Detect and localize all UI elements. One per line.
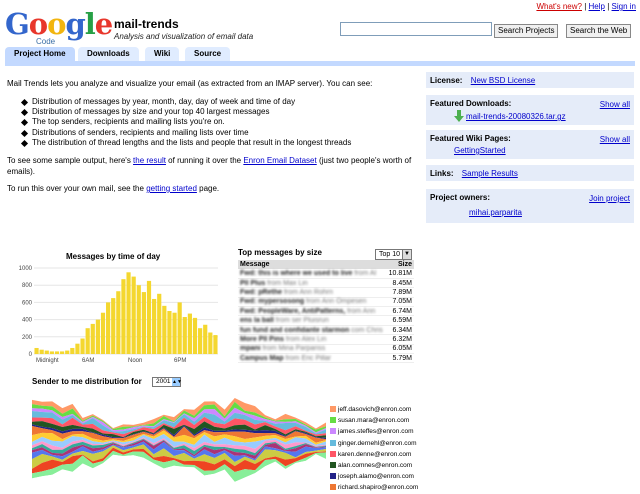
bar xyxy=(193,318,197,354)
table-row[interactable] xyxy=(238,269,414,278)
message-cell: mpani from Mina Parpariss xyxy=(238,344,380,353)
stream-legend xyxy=(330,404,418,494)
message-cell: fun fund and confidante starmon com Chris xyxy=(240,326,383,334)
legend-item xyxy=(330,460,418,471)
sender-distribution-title: Sender to me distribution for xyxy=(32,377,142,386)
search-input[interactable] xyxy=(340,22,492,36)
size-cell: 7.89M xyxy=(380,288,414,297)
bar xyxy=(101,313,105,354)
column-header-message: Message xyxy=(238,260,380,269)
bar xyxy=(137,285,141,354)
sample-results-link[interactable]: Sample Results xyxy=(461,169,518,178)
x-tick-label: 6PM xyxy=(174,358,187,364)
google-code-logo[interactable] xyxy=(5,7,113,47)
legend-label: jeff.dasovich@enron.com xyxy=(338,406,412,413)
legend-swatch xyxy=(330,451,336,457)
size-cell: 5.79M xyxy=(380,354,414,363)
legend-swatch xyxy=(330,440,336,446)
bar xyxy=(65,351,69,354)
text-fragment: of running it over the xyxy=(165,156,244,165)
legend-label: james.steffes@enron.com xyxy=(338,428,414,436)
size-cell: 10.81M xyxy=(380,269,414,278)
message-cell: Fwd: PeopleWare, AntiPatterns, from Ann xyxy=(238,307,380,316)
wiki-page-link[interactable]: GettingStarted xyxy=(454,146,506,155)
message-cell: Fwd: pRethe from Ann Rohrn xyxy=(238,288,380,297)
y-tick-label: 0 xyxy=(28,352,32,358)
separator: | xyxy=(584,2,587,11)
sample-output-text xyxy=(7,156,417,177)
top-count-select[interactable] xyxy=(375,249,412,260)
legend-label: susan.mara@enron.com xyxy=(338,417,410,425)
table-row[interactable] xyxy=(238,335,414,344)
bar xyxy=(40,350,44,354)
the-result-link[interactable]: the result xyxy=(133,156,166,165)
bar-chart-title: Messages by time of day xyxy=(66,252,161,261)
table-row[interactable] xyxy=(238,288,414,297)
sign-in-link[interactable]: Sign in xyxy=(611,2,636,11)
message-cell: More Pll Pins from Alex Lin xyxy=(238,335,380,344)
table-row[interactable] xyxy=(238,325,414,334)
help-link[interactable]: Help xyxy=(588,2,605,11)
feature-list xyxy=(20,97,420,148)
message-cell: Pll Plus from Max Lin xyxy=(238,278,380,287)
size-cell: 6.74M xyxy=(380,307,414,316)
year-select[interactable] xyxy=(152,377,181,387)
legend-label: alan.comnes@enron.com xyxy=(338,461,413,469)
table-header-row xyxy=(238,260,414,269)
table-row[interactable] xyxy=(238,316,414,325)
bar xyxy=(172,313,176,354)
getting-started-link[interactable]: getting started xyxy=(146,184,197,193)
bar xyxy=(157,294,161,354)
text-fragment: page. xyxy=(196,184,220,193)
logo-text: Google xyxy=(5,7,113,41)
bar xyxy=(55,351,59,354)
search-projects-button[interactable]: Search Projects xyxy=(494,24,558,38)
logo-subtext: Code xyxy=(36,37,56,46)
join-project-link[interactable]: Join project xyxy=(589,194,630,203)
license-link[interactable]: New BSD License xyxy=(470,76,536,85)
enron-dataset-link[interactable]: Enron Email Dataset xyxy=(243,156,317,165)
legend-item xyxy=(330,415,418,426)
legend-label: richard.shapiro@enron.com xyxy=(338,484,419,492)
message-cell: ens la ball from ser Pluisrun xyxy=(238,316,380,325)
bar xyxy=(126,272,130,354)
message-cell: Campus Map from Eric Pillar xyxy=(238,354,380,363)
bar xyxy=(183,317,187,354)
table-row[interactable] xyxy=(238,354,414,363)
column-header-size: Size xyxy=(380,260,414,269)
y-tick-label: 1000 xyxy=(18,266,32,272)
y-tick-label: 400 xyxy=(21,317,32,324)
table-row[interactable] xyxy=(238,297,414,306)
legend-label: joseph.alamo@enron.com xyxy=(338,473,414,481)
table-row[interactable] xyxy=(238,278,414,287)
bar xyxy=(208,333,212,355)
bar xyxy=(111,298,115,354)
table-row[interactable] xyxy=(238,307,414,316)
list-item: Distribution of messages by size and your top 40 largest messages xyxy=(20,107,420,117)
size-cell: 8.45M xyxy=(380,278,414,287)
featured-wiki-box xyxy=(426,130,634,159)
text-fragment: To see some sample output, here's xyxy=(7,156,134,165)
list-item: Distribution of messages by year, month, day, day of week and time of day xyxy=(20,97,420,107)
time-of-day-bar-chart xyxy=(14,260,226,368)
year-value: 2001 xyxy=(156,378,171,385)
download-file-link[interactable]: mail-trends-20080326.tar.gz xyxy=(466,112,566,121)
project-summary: Analysis and visualization of email data xyxy=(114,32,254,41)
bar xyxy=(167,311,171,354)
bar xyxy=(91,324,95,354)
bar xyxy=(152,299,156,354)
featured-downloads-box xyxy=(426,95,634,125)
top-count-value: Top 10 xyxy=(379,251,401,258)
legend-label: karen.denne@enron.com xyxy=(338,450,412,458)
size-cell: 6.32M xyxy=(380,335,414,344)
legend-swatch xyxy=(330,484,336,490)
download-arrow-icon xyxy=(454,110,464,122)
y-tick-label: 600 xyxy=(21,300,32,307)
bar xyxy=(75,344,79,354)
list-item: The distribution of thread lengths and the lists and people that result in the longest threads xyxy=(20,138,420,148)
links-box xyxy=(426,165,634,181)
bar xyxy=(203,325,207,354)
size-cell: 6.05M xyxy=(380,344,414,353)
y-tick-label: 800 xyxy=(21,283,32,290)
search-web-button[interactable]: Search the Web xyxy=(566,24,631,38)
size-cell: 7.05M xyxy=(380,297,414,306)
wiki-label: Featured Wiki Pages: xyxy=(430,134,511,143)
license-box xyxy=(426,72,634,88)
message-cell: Fwd: this is where we used to live from Al xyxy=(238,269,380,278)
bar xyxy=(162,306,166,354)
legend-label: ginger.dernehl@enron.com xyxy=(338,439,417,447)
legend-swatch xyxy=(330,417,336,423)
legend-item xyxy=(330,449,418,460)
wiki-show-all-link[interactable]: Show all xyxy=(599,135,630,144)
top-links xyxy=(536,2,636,11)
legend-item xyxy=(330,404,418,415)
owner-link[interactable]: mihai.parparita xyxy=(469,208,522,217)
text-fragment: To run this over your own mail, see the xyxy=(7,184,147,193)
legend-swatch xyxy=(330,428,336,434)
size-cell: 6.34M xyxy=(380,325,414,334)
legend-item xyxy=(330,482,418,493)
sender-stream-chart xyxy=(32,392,326,480)
project-owners-box xyxy=(426,189,634,223)
license-label: License: xyxy=(430,76,463,85)
top-messages-table xyxy=(238,260,414,363)
bar xyxy=(116,291,120,354)
legend-swatch xyxy=(330,406,336,412)
bar xyxy=(178,302,182,354)
tab-bar-underline xyxy=(5,61,635,66)
downloads-label: Featured Downloads: xyxy=(430,99,512,108)
list-item: The top senders, recipients and mailing lists you're on. xyxy=(20,117,420,127)
top-messages-title: Top messages by size xyxy=(238,248,322,257)
bar xyxy=(188,314,192,354)
whats-new-link[interactable]: What's new? xyxy=(536,2,582,11)
bar xyxy=(106,302,110,354)
legend-item xyxy=(330,471,418,482)
bar xyxy=(132,277,136,354)
project-name: mail-trends xyxy=(114,17,179,31)
bar xyxy=(70,348,74,354)
owners-label: Project owners: xyxy=(430,193,491,202)
list-item: Distributions of senders, recipients and mailing lists over time xyxy=(20,128,420,138)
bar xyxy=(86,328,90,354)
size-cell: 6.59M xyxy=(380,316,414,325)
table-row[interactable] xyxy=(238,344,414,353)
x-tick-label: Noon xyxy=(128,358,143,364)
bar xyxy=(198,328,202,354)
text-fragment: (just two people's worth of emails). xyxy=(7,156,412,176)
x-tick-label: Midnight xyxy=(36,358,59,364)
message-cell: Fwd: mypersosong from Ann Ompesen xyxy=(238,297,380,306)
legend-item xyxy=(330,438,418,449)
bar xyxy=(147,281,151,354)
tab-downloads[interactable]: Downloads xyxy=(78,47,139,61)
bar xyxy=(60,351,64,354)
bar xyxy=(142,292,146,354)
y-tick-label: 200 xyxy=(21,334,32,341)
chevron-updown-icon: ▲▼ xyxy=(172,379,182,385)
own-mail-text xyxy=(7,184,417,193)
bar xyxy=(45,351,49,354)
bar xyxy=(80,339,84,354)
bar xyxy=(121,279,125,354)
separator: | xyxy=(607,2,610,11)
links-label: Links: xyxy=(430,169,454,178)
chevron-down-icon: ▼ xyxy=(402,250,411,259)
legend-swatch xyxy=(330,462,336,468)
downloads-show-all-link[interactable]: Show all xyxy=(599,100,630,109)
tab-wiki[interactable]: Wiki xyxy=(145,47,179,61)
bar xyxy=(213,335,217,354)
tab-source[interactable]: Source xyxy=(185,47,230,61)
x-tick-label: 6AM xyxy=(82,358,95,364)
bar xyxy=(96,320,100,354)
tab-project-home[interactable]: Project Home xyxy=(5,47,75,61)
bar xyxy=(50,351,54,354)
intro-text: Mail Trends lets you analyze and visualize your email (as extracted from an IMAP server). You can see: xyxy=(7,79,373,88)
bar xyxy=(34,348,38,354)
legend-swatch xyxy=(330,473,336,479)
legend-item xyxy=(330,426,418,437)
